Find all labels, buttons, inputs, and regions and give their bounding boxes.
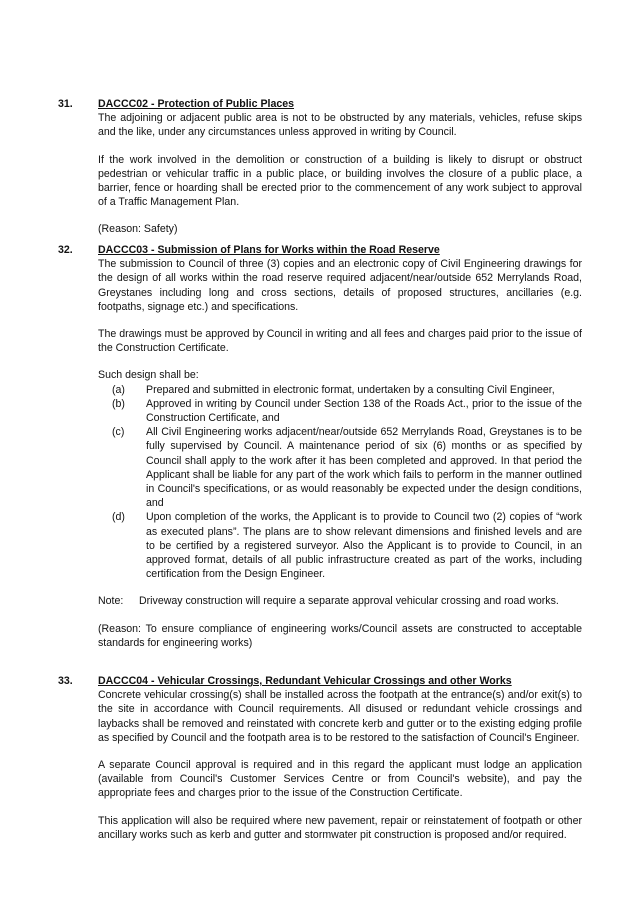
note-label: Note: — [98, 595, 124, 608]
condition-note — [98, 594, 582, 608]
condition-paragraph: Such design shall be: — [98, 369, 199, 382]
list-item-label: (d) — [112, 511, 125, 524]
list-item-text: All Civil Engineering works adjacent/near/outside 652 Merrylands Road, Greystanes is to be fully supervised by Council. A maintenance period of six (6) months or as specified by Council shall apply to the work after it has been completed and approved. In that period the Applicant shall be liable for any part of the work which fails to perform in the manner outlined in Council's specifications, or as would reasonably be expected under the design conditions, and — [146, 426, 582, 510]
condition-reason: (Reason: To ensure compliance of engineering works/Council assets are constructed to acceptable standards for engineering works) — [98, 622, 582, 649]
condition-31 — [58, 97, 582, 237]
condition-paragraph: The drawings must be approved by Council in writing and all fees and charges paid prior to the issue of the Construction Certificate. — [98, 328, 582, 355]
list-item-text: Upon completion of the works, the Applicant is to provide to Council two (2) copies of “work as executed plans”. The plans are to show relevant dimensions and finished levels and are to be certified by a registered surveyor. Also the Applicant is to provide to Council, in an approved format, details of all public infrastructure created as part of the works, including certification from the Design Engineer. — [146, 511, 582, 581]
list-item-label: (a) — [112, 383, 125, 396]
condition-reason: (Reason: Safety) — [98, 223, 178, 236]
list-item-label: (c) — [112, 426, 125, 439]
list-item — [98, 510, 582, 581]
condition-33 — [58, 674, 582, 842]
list-item-text: Approved in writing by Council under Section 138 of the Roads Act., prior to the issue of the Construction Certificate, and — [146, 397, 582, 425]
list-item — [98, 383, 582, 397]
condition-paragraph: A separate Council approval is required and in this regard the applicant must lodge an application (available from Council's Customer Services Centre or from Council's website), and pay the appropriate fees and charges prior to the issue of the Construction Certificate. — [98, 759, 582, 800]
condition-paragraph: If the work involved in the demolition or construction of a building is likely to disrupt or obstruct pedestrian or vehicular traffic in a public place, or building involves the closure of a public place, a barrier, fence or hoarding shall be erected prior to the commencement of any work subject to approval of a Traffic Management Plan. — [98, 153, 582, 209]
condition-title: DACCC02 - Protection of Public Places — [98, 98, 295, 110]
list-item-text: Prepared and submitted in electronic format, undertaken by a consulting Civil Engineer, — [146, 383, 555, 396]
condition-title: DACCC03 - Submission of Plans for Works within the Road Reserve — [98, 244, 440, 256]
note-text: Driveway construction will require a separate approval vehicular crossing and road works. — [139, 595, 559, 608]
condition-paragraph: The adjoining or adjacent public area is not to be obstructed by any materials, vehicles, refuse skips and the like, under any circumstances unless approved in writing by Council. — [98, 112, 582, 139]
list-item — [98, 425, 582, 510]
condition-number: 32. — [58, 244, 73, 256]
condition-number: 33. — [58, 675, 73, 687]
condition-paragraph: This application will also be required where new pavement, repair or reinstatement of footpath or other ancillary works such as kerb and gutter and stormwater pit construction is proposed and/or required. — [98, 814, 582, 841]
condition-title: DACCC04 - Vehicular Crossings, Redundant Vehicular Crossings and other Works — [98, 675, 512, 687]
list-item — [98, 397, 582, 425]
design-requirements-list — [98, 383, 582, 582]
condition-paragraph: The submission to Council of three (3) copies and an electronic copy of Civil Engineering drawings for the design of all works within the road reserve required adjacent/near/outside 652 Merrylands Road, Greystanes including long and cross sections, details of proposed structures, ancillaries (e.g. footpaths, signage etc.) and specifications. — [98, 258, 582, 313]
list-item-label: (b) — [112, 397, 125, 410]
condition-number: 31. — [58, 98, 73, 110]
condition-32 — [58, 243, 582, 650]
condition-paragraph: Concrete vehicular crossing(s) shall be installed across the footpath at the entrance(s) and/or exit(s) to the site in accordance with Council requirements. All disused or redundant vehicle crossings and laybacks shall be removed and reinstated with concrete kerb and gutter or to the existing edging profile as specified by Council and the footpath area is to be restored to the satisfaction of Council's Engineer. — [98, 689, 582, 744]
